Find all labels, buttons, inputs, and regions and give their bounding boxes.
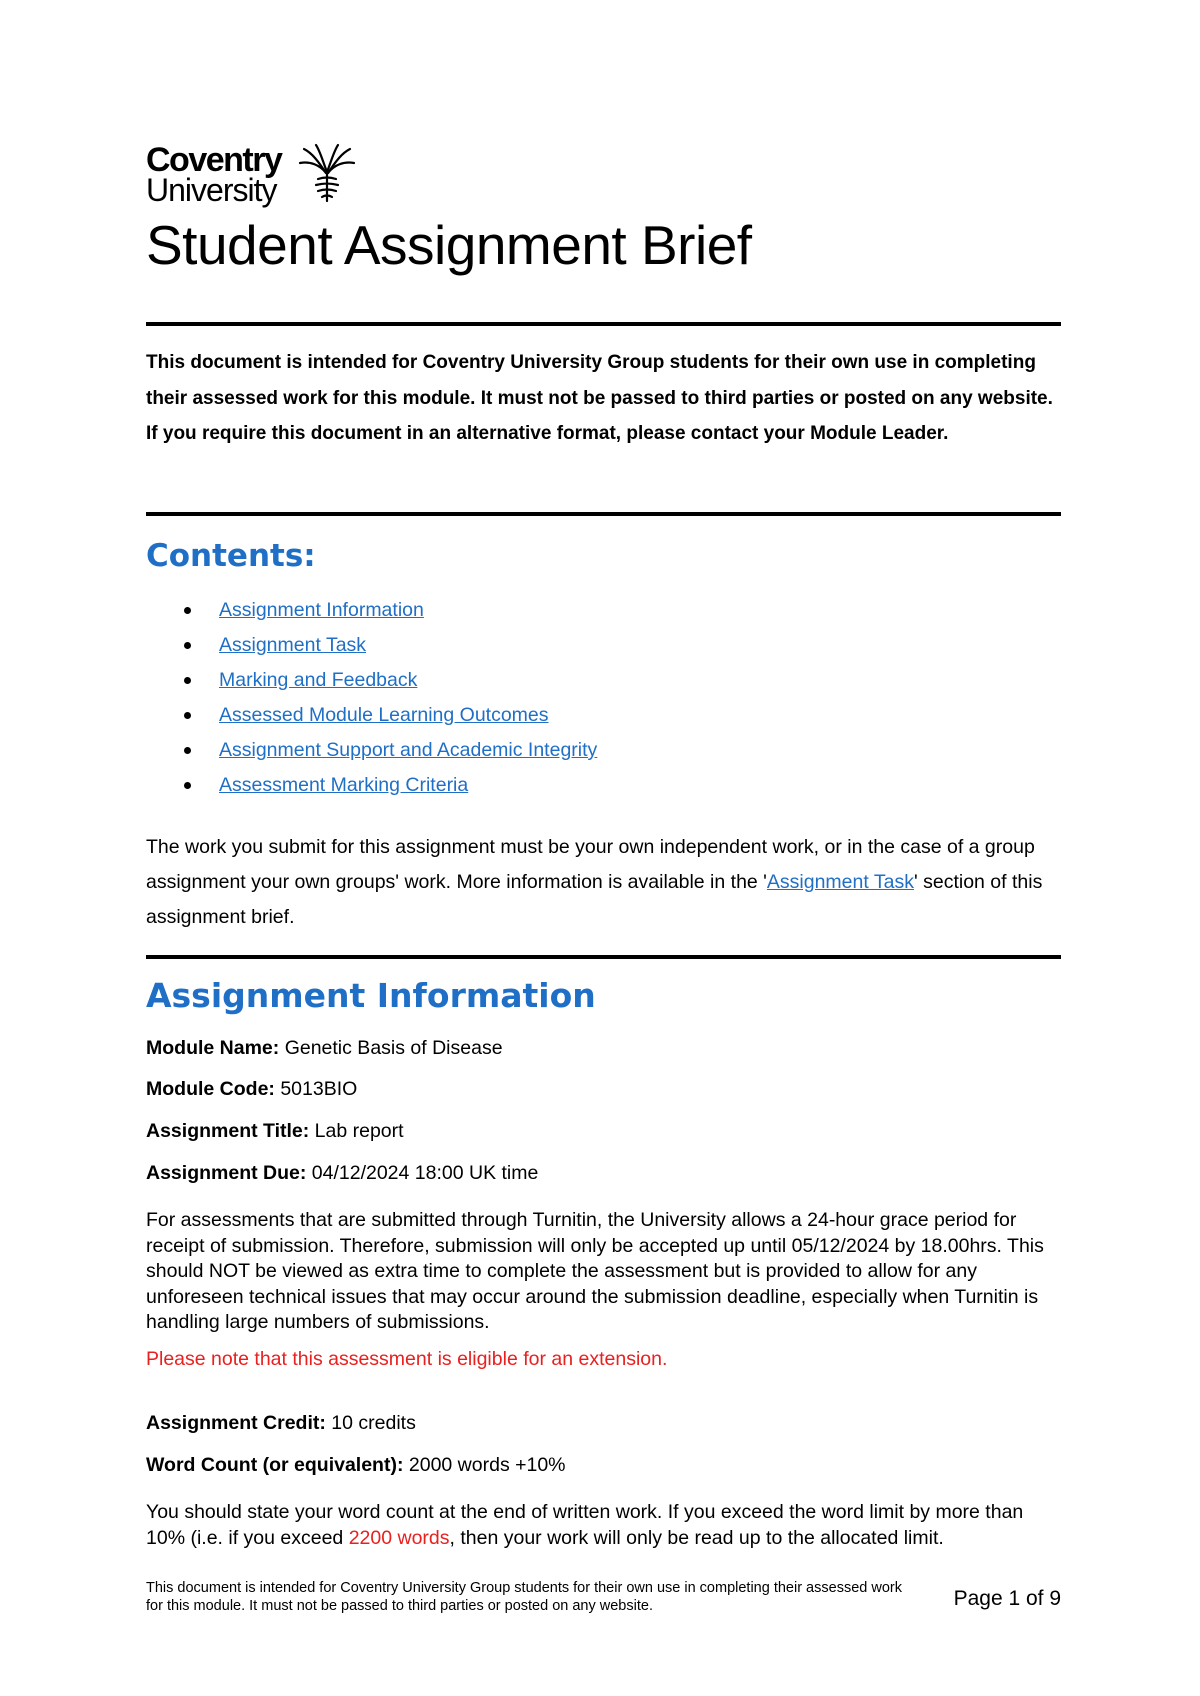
- list-item: [146, 633, 597, 668]
- bullet-icon: [184, 642, 191, 649]
- list-item: [146, 598, 597, 633]
- phoenix-icon: [296, 143, 358, 205]
- assignment-credit-value: 10 credits: [331, 1412, 416, 1434]
- bullet-icon: [184, 782, 191, 789]
- assignment-title-value: Lab report: [314, 1120, 404, 1142]
- usage-notice: This document is intended for Coventry University Group students for their own use in completing their assessed work for this module. It must not be passed to third parties or posted on any website. If you require this document in an alternative format, please contact your Module Leader.: [146, 352, 1053, 444]
- work-text-before: The work you submit for this assignment must be your own independent work, or in the case of a group assignment your own groups' work. More information is available in the ': [146, 836, 1035, 893]
- bullet-icon: [184, 747, 191, 754]
- assignment-title-field: [146, 1119, 404, 1143]
- toc-link-learning-outcomes[interactable]: Assessed Module Learning Outcomes: [219, 704, 549, 726]
- module-name-label: Module Name:: [146, 1037, 280, 1059]
- word-count-limit: 2200 words: [348, 1526, 450, 1549]
- toc-link-assignment-task[interactable]: Assignment Task: [219, 634, 367, 656]
- assignment-due-label: Assignment Due:: [146, 1162, 307, 1184]
- divider: [146, 955, 1061, 959]
- toc-link-support-integrity[interactable]: Assignment Support and Academic Integrity: [219, 739, 598, 761]
- word-count-text-before: You should state your word count at the end of written work. If you exceed the word limit by more than 10% (i.e. if you exceed: [146, 1501, 1024, 1549]
- page-number: Page 1 of 9: [953, 1587, 1061, 1610]
- independent-work-paragraph: [146, 830, 1061, 935]
- assignment-due-field: [146, 1161, 538, 1185]
- list-item: [146, 738, 597, 773]
- grace-period-paragraph: For assessments that are submitted through Turnitin, the University allows a 24-hour grace period for receipt of submission. Therefore, submission will only be accepted up until 05/12/2024 by 18.00hrs. This should NOT be viewed as extra time to complete the assessment but is provided to allow for any unforeseen technical issues that may occur around the submission deadline, especially when Turnitin is handling large numbers of submissions.: [146, 1209, 1044, 1333]
- divider: [146, 322, 1061, 326]
- word-count-value: 2000 words +10%: [408, 1454, 566, 1476]
- module-code-value: 5013BIO: [280, 1078, 358, 1100]
- toc-link-marking-criteria[interactable]: Assessment Marking Criteria: [219, 774, 469, 796]
- word-count-field: [146, 1453, 566, 1477]
- logo-word-university: University: [146, 172, 277, 208]
- logo-word-coventry: Coventry: [146, 141, 282, 179]
- bullet-icon: [184, 677, 191, 684]
- contents-heading: Contents:: [146, 538, 316, 574]
- module-code-label: Module Code:: [146, 1078, 275, 1100]
- bullet-icon: [184, 607, 191, 614]
- contents-list: [146, 598, 597, 808]
- list-item: [146, 668, 597, 703]
- word-count-label: Word Count (or equivalent):: [146, 1454, 404, 1476]
- assignment-due-value: 04/12/2024 18:00 UK time: [311, 1162, 539, 1184]
- coventry-university-logo: [146, 143, 376, 208]
- page-title: Student Assignment Brief: [146, 214, 752, 276]
- assignment-credit-label: Assignment Credit:: [146, 1412, 326, 1434]
- toc-link-assignment-information[interactable]: Assignment Information: [219, 599, 424, 621]
- module-name-field: [146, 1036, 503, 1060]
- module-name-value: Genetic Basis of Disease: [284, 1037, 503, 1059]
- toc-link-marking-feedback[interactable]: Marking and Feedback: [219, 669, 418, 691]
- assignment-credit-field: [146, 1411, 416, 1435]
- bullet-icon: [184, 712, 191, 719]
- assignment-task-link[interactable]: Assignment Task: [766, 871, 914, 893]
- work-text-after: ' section of this assignment brief.: [146, 871, 1043, 928]
- word-count-paragraph: [146, 1500, 1066, 1551]
- list-item: [146, 703, 597, 738]
- assignment-title-label: Assignment Title:: [146, 1120, 310, 1142]
- extension-note: Please note that this assessment is eligible for an extension.: [146, 1348, 668, 1370]
- module-code-field: [146, 1077, 357, 1101]
- list-item: [146, 773, 597, 808]
- footer-notice: This document is intended for Coventry University Group students for their own use in completing their assessed work for this module. It must not be passed to third parties or posted on any website.: [146, 1580, 902, 1614]
- assignment-information-heading: Assignment Information: [146, 976, 596, 1015]
- word-count-text-after: , then your work will only be read up to the allocated limit.: [449, 1526, 944, 1549]
- divider: [146, 512, 1061, 516]
